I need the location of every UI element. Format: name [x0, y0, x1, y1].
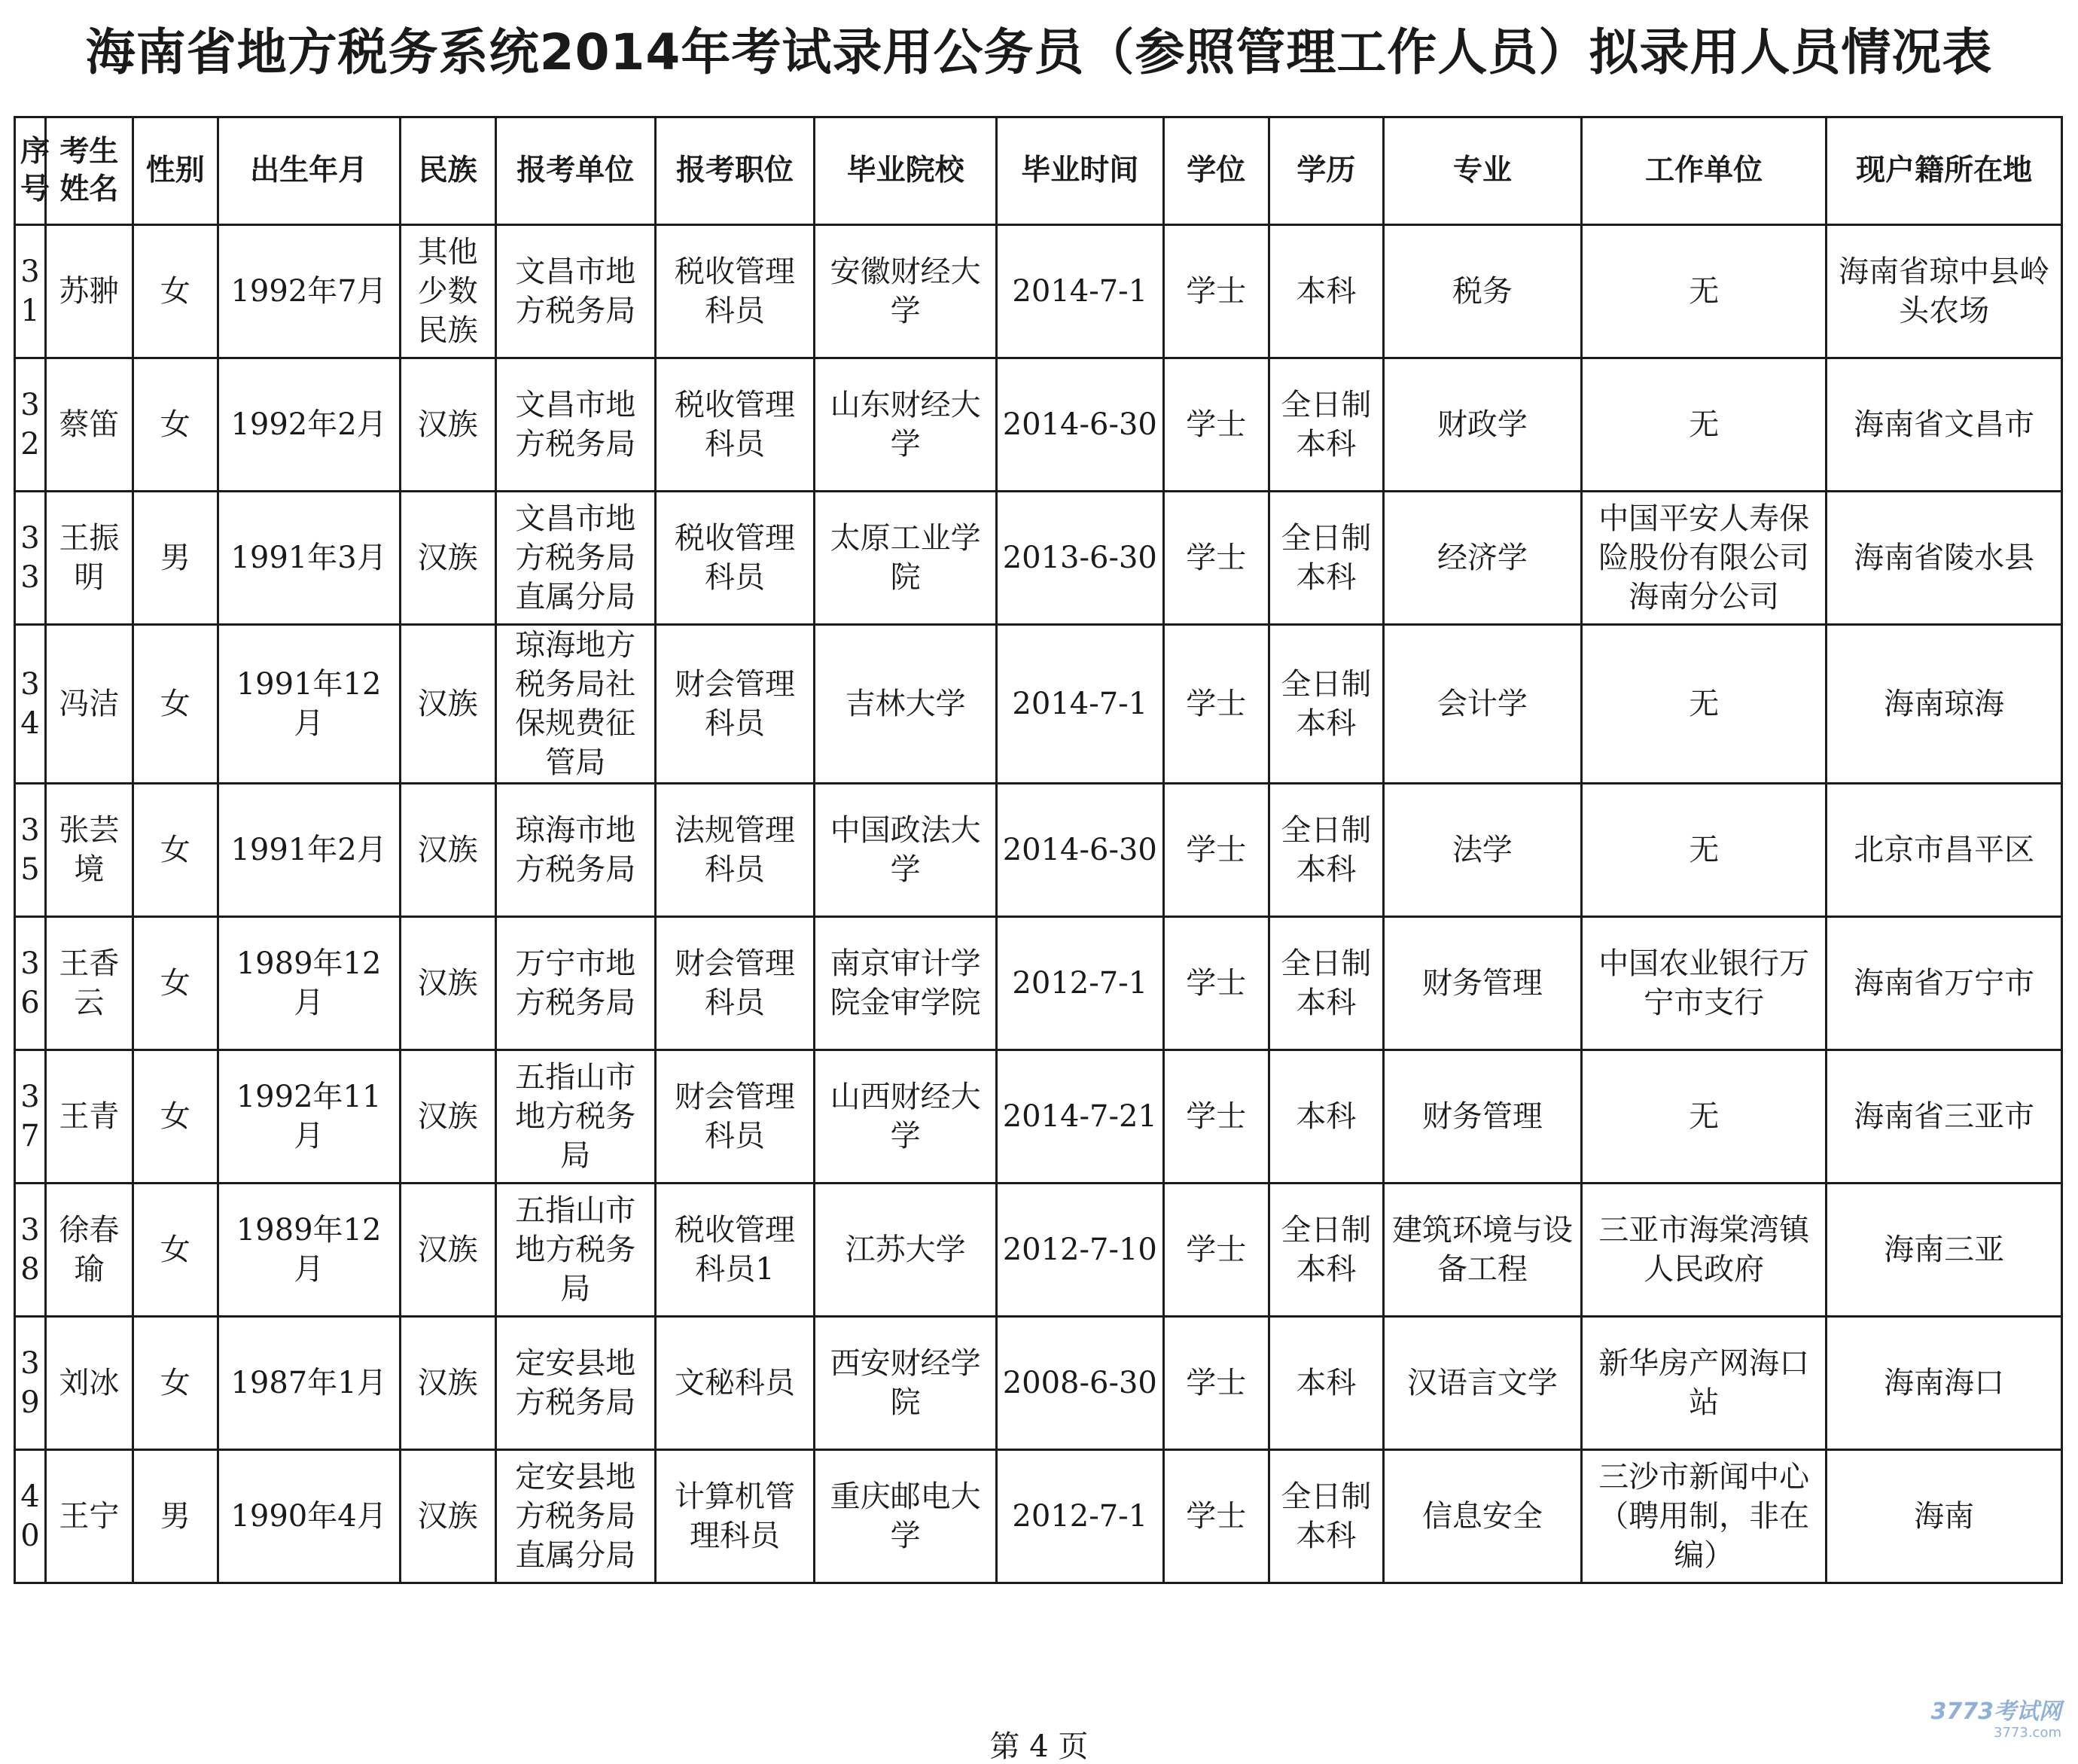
cell-major: 法学 [1383, 784, 1581, 917]
cell-name: 王振明 [46, 492, 133, 625]
cell-gender: 女 [133, 1184, 218, 1317]
cell-unit: 文昌市地方税务局 [495, 358, 655, 492]
cell-birth: 1991年3月 [218, 492, 400, 625]
cell-residence: 海南 [1827, 1450, 2062, 1583]
cell-position: 税收管理科员 [655, 492, 814, 625]
header-position: 报考职位 [655, 117, 814, 225]
cell-seq: 38 [15, 1184, 46, 1317]
cell-school: 西安财经学院 [815, 1317, 997, 1450]
cell-major: 建筑环境与设备工程 [1383, 1184, 1581, 1317]
header-major: 专业 [1383, 117, 1581, 225]
cell-gender: 男 [133, 1450, 218, 1583]
cell-position: 财会管理科员 [655, 625, 814, 784]
cell-residence: 海南三亚 [1827, 1184, 2062, 1317]
cell-birth: 1991年12月 [218, 625, 400, 784]
cell-degree: 学士 [1163, 625, 1269, 784]
cell-grad-date: 2012-7-1 [997, 1450, 1163, 1583]
cell-position: 财会管理科员 [655, 1050, 814, 1184]
cell-gender: 女 [133, 625, 218, 784]
cell-name: 张芸境 [46, 784, 133, 917]
header-unit: 报考单位 [495, 117, 655, 225]
cell-grad-date: 2012-7-10 [997, 1184, 1163, 1317]
cell-birth: 1989年12月 [218, 917, 400, 1050]
cell-ethnicity: 汉族 [400, 1050, 495, 1184]
cell-employer: 无 [1582, 625, 1827, 784]
cell-gender: 女 [133, 225, 218, 358]
cell-position: 法规管理科员 [655, 784, 814, 917]
cell-degree: 学士 [1163, 784, 1269, 917]
cell-gender: 女 [133, 784, 218, 917]
cell-major: 汉语言文学 [1383, 1317, 1581, 1450]
cell-gender: 女 [133, 917, 218, 1050]
cell-unit: 五指山市地方税务局 [495, 1184, 655, 1317]
cell-position: 财会管理科员 [655, 917, 814, 1050]
cell-ethnicity: 汉族 [400, 917, 495, 1050]
cell-unit: 定安县地方税务局直属分局 [495, 1450, 655, 1583]
cell-education: 全日制本科 [1269, 1184, 1383, 1317]
cell-employer: 中国农业银行万宁市支行 [1582, 917, 1827, 1050]
cell-grad-date: 2014-6-30 [997, 784, 1163, 917]
cell-position: 税收管理科员1 [655, 1184, 814, 1317]
cell-grad-date: 2014-7-1 [997, 625, 1163, 784]
header-degree: 学位 [1163, 117, 1269, 225]
cell-education: 全日制本科 [1269, 358, 1383, 492]
cell-grad-date: 2014-7-21 [997, 1050, 1163, 1184]
cell-ethnicity: 其他少数民族 [400, 225, 495, 358]
cell-unit: 定安县地方税务局 [495, 1317, 655, 1450]
cell-major: 财务管理 [1383, 917, 1581, 1050]
cell-unit: 文昌市地方税务局直属分局 [495, 492, 655, 625]
header-education: 学历 [1269, 117, 1383, 225]
cell-name: 徐春瑜 [46, 1184, 133, 1317]
cell-birth: 1990年4月 [218, 1450, 400, 1583]
table-row [15, 917, 2062, 1050]
cell-name: 苏翀 [46, 225, 133, 358]
cell-name: 刘冰 [46, 1317, 133, 1450]
cell-school: 江苏大学 [815, 1184, 997, 1317]
page-title: 海南省地方税务系统2014年考试录用公务员（参照管理工作人员）拟录用人员情况表 [85, 23, 1993, 81]
cell-gender: 女 [133, 1317, 218, 1450]
cell-major: 财务管理 [1383, 1050, 1581, 1184]
cell-grad-date: 2013-6-30 [997, 492, 1163, 625]
cell-major: 税务 [1383, 225, 1581, 358]
table-row [15, 625, 2062, 784]
table-row [15, 492, 2062, 625]
cell-employer: 三亚市海棠湾镇人民政府 [1582, 1184, 1827, 1317]
cell-major: 会计学 [1383, 625, 1581, 784]
cell-grad-date: 2014-7-1 [997, 225, 1163, 358]
cell-ethnicity: 汉族 [400, 1450, 495, 1583]
cell-unit: 琼海市地方税务局 [495, 784, 655, 917]
header-school: 毕业院校 [815, 117, 997, 225]
cell-seq: 31 [15, 225, 46, 358]
cell-school: 太原工业学院 [815, 492, 997, 625]
cell-birth: 1991年2月 [218, 784, 400, 917]
site-watermark [1931, 1699, 2062, 1741]
table-row [15, 1184, 2062, 1317]
cell-degree: 学士 [1163, 1184, 1269, 1317]
table-row [15, 1450, 2062, 1583]
watermark-url: 3773.com [1994, 1725, 2061, 1741]
table-row [15, 1317, 2062, 1450]
cell-seq: 37 [15, 1050, 46, 1184]
cell-major: 财政学 [1383, 358, 1581, 492]
table-row [15, 358, 2062, 492]
cell-school: 重庆邮电大学 [815, 1450, 997, 1583]
cell-residence: 海南省万宁市 [1827, 917, 2062, 1050]
cell-residence: 海南海口 [1827, 1317, 2062, 1450]
cell-unit: 文昌市地方税务局 [495, 225, 655, 358]
cell-education: 全日制本科 [1269, 917, 1383, 1050]
cell-name: 冯洁 [46, 625, 133, 784]
cell-education: 本科 [1269, 225, 1383, 358]
cell-position: 计算机管理科员 [655, 1450, 814, 1583]
cell-birth: 1992年11月 [218, 1050, 400, 1184]
cell-employer: 中国平安人寿保险股份有限公司海南分公司 [1582, 492, 1827, 625]
cell-degree: 学士 [1163, 917, 1269, 1050]
cell-residence: 北京市昌平区 [1827, 784, 2062, 917]
cell-name: 王宁 [46, 1450, 133, 1583]
cell-employer: 无 [1582, 225, 1827, 358]
cell-birth: 1989年12月 [218, 1184, 400, 1317]
cell-seq: 39 [15, 1317, 46, 1450]
cell-seq: 36 [15, 917, 46, 1050]
cell-unit: 万宁市地方税务局 [495, 917, 655, 1050]
candidate-table [14, 116, 2063, 1584]
cell-seq: 33 [15, 492, 46, 625]
cell-degree: 学士 [1163, 358, 1269, 492]
header-seq: 序号 [15, 117, 46, 225]
cell-degree: 学士 [1163, 1450, 1269, 1583]
header-residence: 现户籍所在地 [1827, 117, 2062, 225]
header-ethnicity: 民族 [400, 117, 495, 225]
cell-education: 全日制本科 [1269, 1450, 1383, 1583]
cell-employer: 无 [1582, 1050, 1827, 1184]
cell-residence: 海南省琼中县岭头农场 [1827, 225, 2062, 358]
cell-ethnicity: 汉族 [400, 358, 495, 492]
cell-unit: 琼海地方税务局社保规费征管局 [495, 625, 655, 784]
cell-major: 经济学 [1383, 492, 1581, 625]
cell-school: 吉林大学 [815, 625, 997, 784]
header-employer: 工作单位 [1582, 117, 1827, 225]
cell-ethnicity: 汉族 [400, 1184, 495, 1317]
cell-seq: 32 [15, 358, 46, 492]
cell-birth: 1992年7月 [218, 225, 400, 358]
cell-ethnicity: 汉族 [400, 625, 495, 784]
cell-degree: 学士 [1163, 1317, 1269, 1450]
cell-gender: 女 [133, 358, 218, 492]
cell-employer: 无 [1582, 784, 1827, 917]
cell-major: 信息安全 [1383, 1450, 1581, 1583]
page-number: 第 4 页 [989, 1729, 1089, 1764]
cell-birth: 1992年2月 [218, 358, 400, 492]
cell-ethnicity: 汉族 [400, 784, 495, 917]
cell-birth: 1987年1月 [218, 1317, 400, 1450]
table-row [15, 784, 2062, 917]
cell-unit: 五指山市地方税务局 [495, 1050, 655, 1184]
header-grad-date: 毕业时间 [997, 117, 1163, 225]
cell-school: 安徽财经大学 [815, 225, 997, 358]
cell-school: 南京审计学院金审学院 [815, 917, 997, 1050]
cell-employer: 新华房产网海口站 [1582, 1317, 1827, 1450]
cell-gender: 男 [133, 492, 218, 625]
table-row [15, 1050, 2062, 1184]
header-name: 考生姓名 [46, 117, 133, 225]
cell-education: 全日制本科 [1269, 625, 1383, 784]
cell-position: 税收管理科员 [655, 225, 814, 358]
cell-seq: 35 [15, 784, 46, 917]
cell-degree: 学士 [1163, 1050, 1269, 1184]
cell-school: 中国政法大学 [815, 784, 997, 917]
header-birth: 出生年月 [218, 117, 400, 225]
cell-gender: 女 [133, 1050, 218, 1184]
cell-position: 文秘科员 [655, 1317, 814, 1450]
cell-position: 税收管理科员 [655, 358, 814, 492]
cell-education: 全日制本科 [1269, 492, 1383, 625]
cell-education: 本科 [1269, 1317, 1383, 1450]
cell-education: 全日制本科 [1269, 784, 1383, 917]
cell-residence: 海南琼海 [1827, 625, 2062, 784]
cell-name: 王香云 [46, 917, 133, 1050]
cell-ethnicity: 汉族 [400, 492, 495, 625]
cell-school: 山西财经大学 [815, 1050, 997, 1184]
cell-grad-date: 2012-7-1 [997, 917, 1163, 1050]
table-row [15, 225, 2062, 358]
cell-grad-date: 2014-6-30 [997, 358, 1163, 492]
header-gender: 性别 [133, 117, 218, 225]
cell-residence: 海南省陵水县 [1827, 492, 2062, 625]
cell-employer: 无 [1582, 358, 1827, 492]
cell-school: 山东财经大学 [815, 358, 997, 492]
watermark-logo-text: 3773考试网 [1930, 1698, 2061, 1725]
cell-residence: 海南省三亚市 [1827, 1050, 2062, 1184]
table-header-row [15, 117, 2062, 225]
cell-seq: 34 [15, 625, 46, 784]
cell-degree: 学士 [1163, 225, 1269, 358]
cell-employer: 三沙市新闻中心（聘用制，非在编） [1582, 1450, 1827, 1583]
cell-residence: 海南省文昌市 [1827, 358, 2062, 492]
cell-name: 蔡笛 [46, 358, 133, 492]
cell-seq: 40 [15, 1450, 46, 1583]
cell-grad-date: 2008-6-30 [997, 1317, 1163, 1450]
cell-name: 王青 [46, 1050, 133, 1184]
cell-education: 本科 [1269, 1050, 1383, 1184]
cell-degree: 学士 [1163, 492, 1269, 625]
cell-ethnicity: 汉族 [400, 1317, 495, 1450]
